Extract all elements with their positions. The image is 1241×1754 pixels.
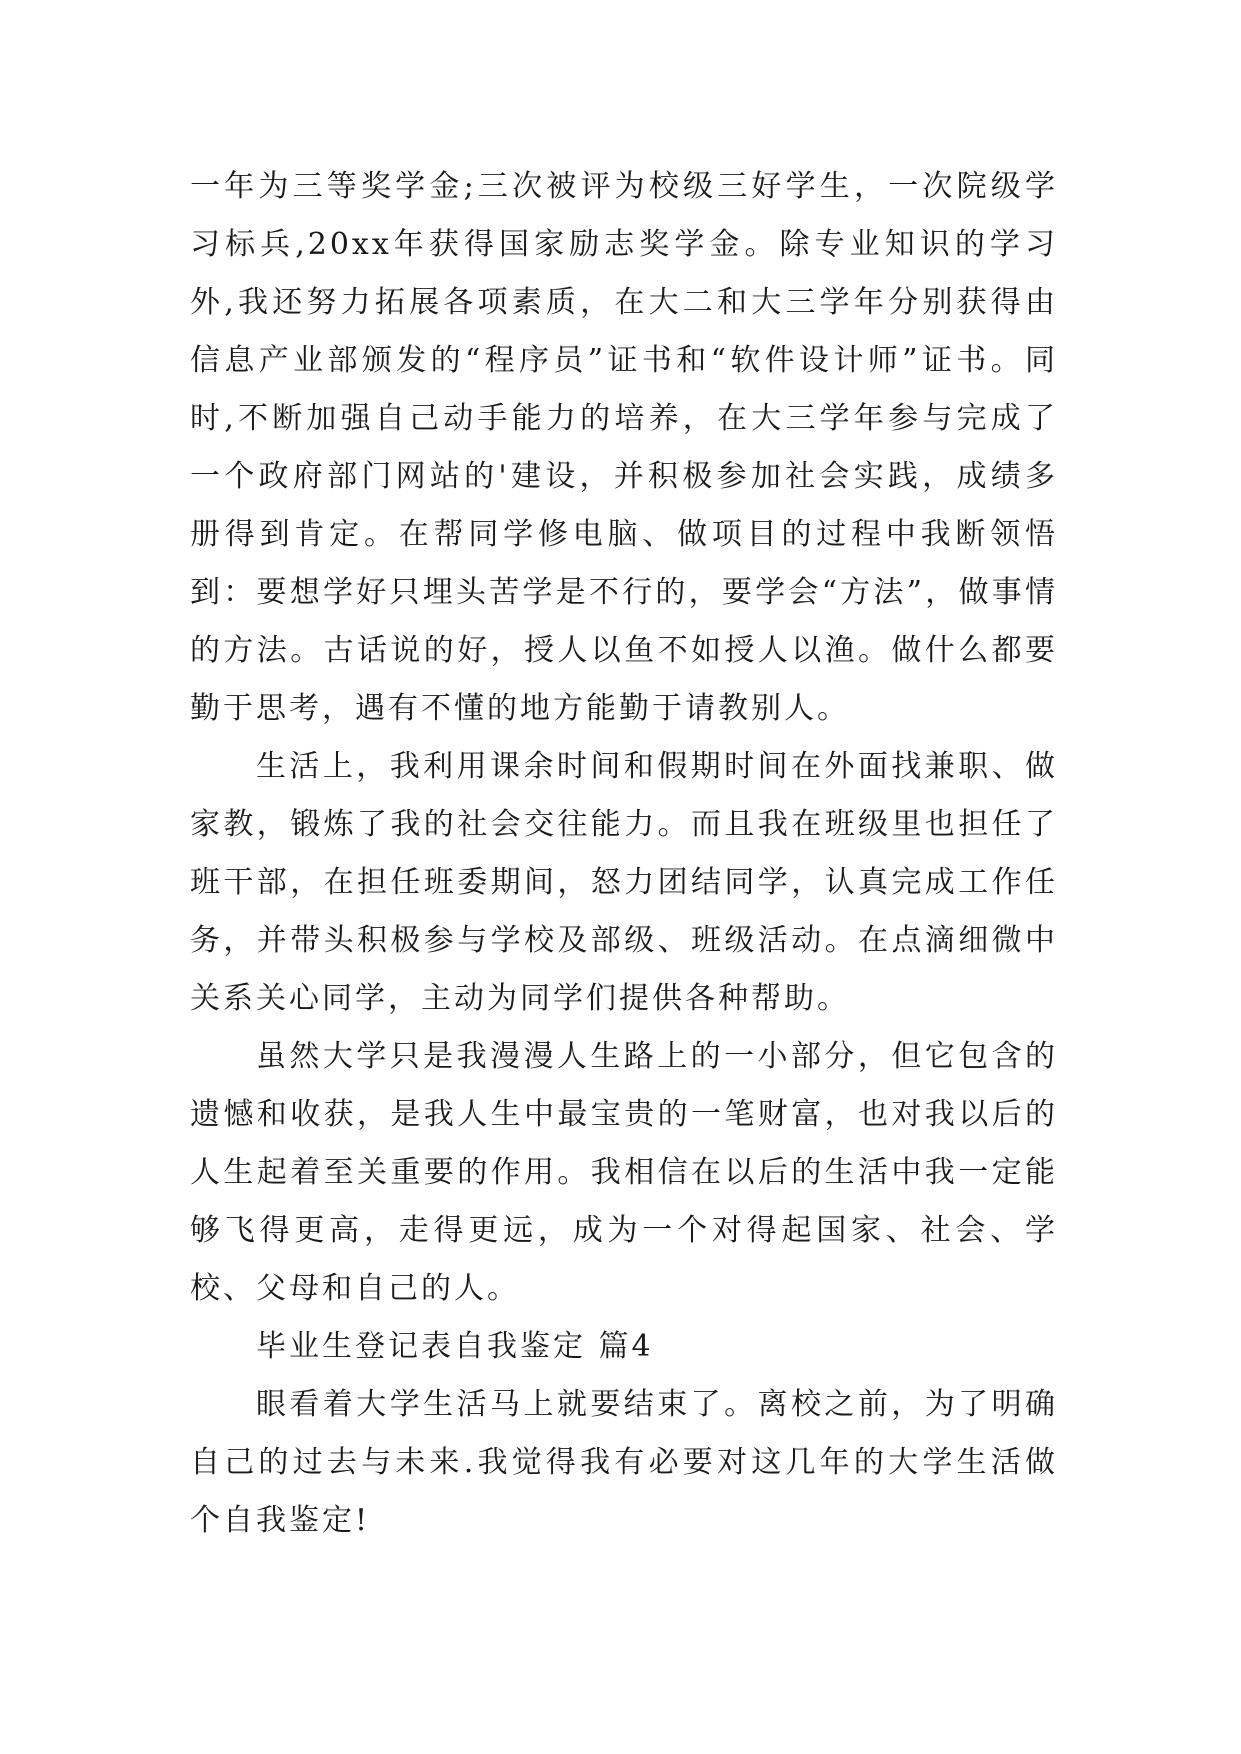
paragraph-life: 生活上，我利用课余时间和假期时间在外面找兼职、做家教，锻炼了我的社会交往能力。而且我在班级里也担任了班干部，在担任班委期间，怒力团结同学，认真完成工作任务，并带头积极参与学校及部级、班级活动。在点滴细微中关系关心同学，主动为同学们提供各种帮助。 [190, 749, 1058, 1016]
paragraph-intro: 眼看着大学生活马上就要结束了。离校之前，为了明确自己的过去与未来.我觉得我有必要对这几年的大学生活做个自我鉴定! [190, 1387, 1058, 1538]
paragraph-awards: 一年为三等奖学金;三次被评为校级三好学生，一次院级学习标兵,20xx年获得国家励志奖学金。除专业知识的学习外,我还努力拓展各项素质，在大二和大三学年分别获得由信息产业部颁发的“程序员”证书和“软件设计师”证书。同时,不断加强自己动手能力的培养，在大三学年参与完成了一个政府部门网站的'建设，并积极参加社会实践，成绩多册得到肯定。在帮同学修电脑、做项目的过程中我断领悟到：要想学好只埋头苦学是不行的，要学会“方法”，做事情的方法。古话说的好，授人以鱼不如授人以渔。做什么都要勤于思考，遇有不懂的地方能勤于请教别人。 [190, 169, 1058, 726]
paragraph-conclusion: 虽然大学只是我漫漫人生路上的一小部分，但它包含的遗憾和收获，是我人生中最宝贵的一笔财富，也对我以后的人生起着至关重要的作用。我相信在以后的生活中我一定能够飞得更高，走得更远，成为一个对得起国家、社会、学校、父母和自己的人。 [190, 1039, 1058, 1306]
section-heading: 毕业生登记表自我鉴定 篇4 [256, 1329, 654, 1364]
document-body [190, 158, 1058, 1550]
